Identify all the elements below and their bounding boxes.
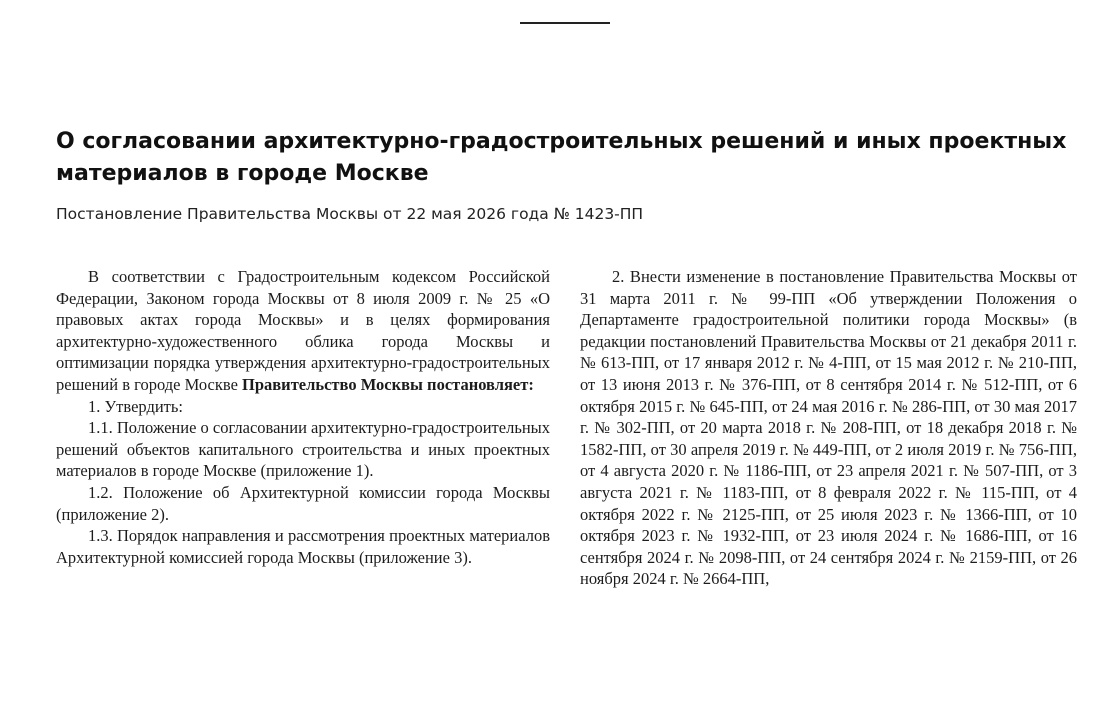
intro-text: В соответствии с Градостроительным кодексом Российской Федерации, Законом города Москвы от 8 июля 2009 г. № 25 «О правовых актах города Москвы» и в целях формирования архитектурно-художественного облика города Москвы и оптимизации порядка утверждения архитектурно-градостроительных решений в городе Москве	[56, 267, 550, 394]
item-1-3: 1.3. Порядок направления и рассмотрения проектных материалов Архитектурной комиссией города Москвы (приложение 3).	[56, 526, 550, 567]
item-1-1: 1.1. Положение о согласовании архитектурно-градостроительных решений объектов капитального строительства и иных проектных материалов в городе Москве (приложение 1).	[56, 418, 551, 481]
left-column	[56, 266, 550, 568]
top-divider	[520, 22, 610, 24]
item-1: 1. Утвердить:	[88, 396, 183, 416]
intro-emphasis: Правительство Москвы постановляет:	[242, 374, 534, 394]
document-subtitle: Постановление Правительства Москвы от 22 мая 2026 года № 1423-ПП	[56, 205, 644, 223]
right-column	[580, 266, 1077, 590]
item-2: 2. Внести изменение в постановление Правительства Москвы от 31 марта 2011 г. № 99-ПП «Об утверждении Положения о Департаменте градостроительной политики города Москвы» (в редакции постановлений Правительства Москвы от 21 декабря 2011 г. № 613-ПП, от 17 января 2012 г. № 4-ПП, от 15 мая 2012 г. № 210-ПП, от 13 июня 2013 г. № 376-ПП, от 8 сентября 2014 г. № 512-ПП, от 6 октября 2015 г. № 645-ПП, от 24 мая 2016 г. № 286-ПП, от 30 мая 2017 г. № 302-ПП, от 20 марта 2018 г. № 208-ПП, от 18 декабря 2018 г. № 1582-ПП, от 30 апреля 2019 г. № 449-ПП, от 2 июля 2019 г. № 756-ПП, от 4 августа 2020 г. № 1186-ПП, от 23 апреля 2021 г. № 507-ПП, от 3 августа 2021 г. № 1183-ПП, от 8 февраля 2022 г. № 115-ПП, от 4 октября 2022 г. № 2125-ПП, от 25 июля 2023 г. № 1366-ПП, от 10 октября 2023 г. № 1932-ПП, от 23 июля 2024 г. № 1686-ПП, от 16 сентября 2024 г. № 2098-ПП, от 24 сентября 2024 г. № 2159-ПП, от 26 ноября 2024 г. № 2664-ПП,	[580, 267, 1077, 589]
intro-paragraph	[56, 266, 550, 396]
item-1-2: 1.2. Положение об Архитектурной комиссии города Москвы (приложение 2).	[56, 482, 550, 524]
document-title: О согласовании архитектурно-градостроительных решений и иных проектных материалов в городе Москве	[56, 129, 1067, 186]
